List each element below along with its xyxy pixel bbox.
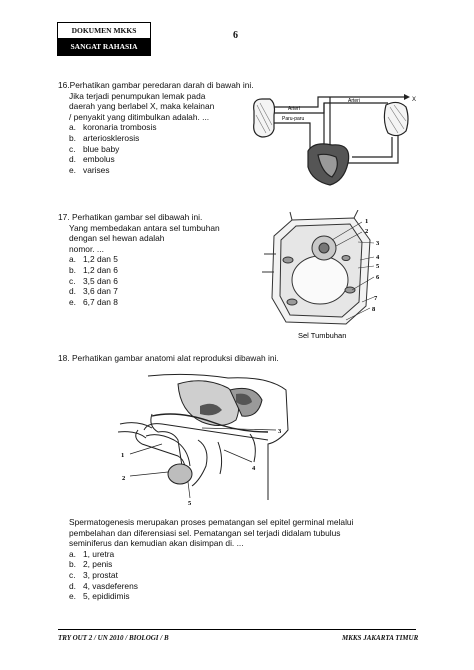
- q18-option-b[interactable]: b. 2, penis: [69, 559, 113, 570]
- cell-label-1: 1: [365, 218, 369, 225]
- page-number: 6: [233, 30, 238, 41]
- q17-option-a[interactable]: a. 1,2 dan 5: [69, 254, 118, 265]
- q16-option-c[interactable]: c. blue baby: [69, 143, 120, 154]
- footer-organization: MKKS JAKARTA TIMUR: [342, 634, 419, 642]
- q17-line: nomor. ...: [69, 243, 104, 254]
- question-16: [58, 80, 254, 175]
- plant-cell-diagram: [262, 210, 392, 344]
- cell-label-7: 7: [374, 295, 378, 302]
- q16-option-e[interactable]: e. varises: [69, 164, 110, 175]
- question-17: [58, 212, 220, 307]
- cell-label-4: 4: [376, 254, 380, 261]
- label-x: X: [412, 97, 416, 103]
- q16-line: 16.Perhatikan gambar peredaran darah di bawah ini.: [58, 80, 254, 90]
- footer-divider: [58, 629, 416, 630]
- q16-option-b[interactable]: b. arteriosklerosis: [69, 132, 140, 143]
- q16-line: Jika terjadi penumpukan lemak pada: [69, 90, 206, 101]
- q17-line: Yang membedakan antara sel tumbuhan: [69, 222, 220, 233]
- anatomy-label-4: 4: [252, 465, 256, 472]
- anatomy-label-3: 3: [278, 428, 282, 435]
- cell-caption: Sel Tumbuhan: [298, 331, 347, 340]
- label-arteri-2: Arteri: [348, 98, 360, 104]
- q17-option-b[interactable]: b. 1,2 dan 6: [69, 264, 118, 275]
- anatomy-label-2: 2: [122, 475, 126, 482]
- cell-label-3: 3: [376, 240, 380, 247]
- cell-label-8: 8: [372, 306, 376, 313]
- label-arteri-1: Arteri: [288, 106, 300, 112]
- q18-paragraph-line: Spermatogenesis merupakan proses pematangan sel epitel germinal melalui: [69, 517, 354, 527]
- cell-label-2: 2: [365, 228, 369, 235]
- q16-line: daerah yang berlabel X, maka kelainan: [69, 101, 215, 112]
- q18-option-c[interactable]: c. 3, prostat: [69, 569, 118, 580]
- secrecy-label: SANGAT RAHASIA: [58, 39, 150, 55]
- label-paru-paru: Paru-paru: [282, 116, 305, 122]
- anatomy-label-5: 5: [188, 500, 192, 506]
- q16-line: / penyakit yang ditimbulkan adalah. ...: [69, 111, 210, 122]
- q17-option-e[interactable]: e. 6,7 dan 8: [69, 296, 118, 307]
- q17-option-c[interactable]: c. 3,5 dan 6: [69, 275, 118, 286]
- q17-line: dengan sel hewan adalah: [69, 233, 165, 244]
- document-header-box: [57, 22, 151, 56]
- q18-option-a[interactable]: a. 1, uretra: [69, 548, 115, 559]
- q18-option-d[interactable]: d. 4, vasdeferens: [69, 580, 138, 591]
- reproductive-anatomy-diagram: [118, 370, 298, 506]
- footer-exam-info: TRY OUT 2 / UN 2010 / BIOLOGI / B: [58, 634, 169, 642]
- circulation-diagram: [248, 93, 416, 188]
- question-18-title: 18. Perhatikan gambar anatomi alat reproduksi dibawah ini.: [58, 353, 279, 363]
- anatomy-label-1: 1: [121, 452, 125, 459]
- doc-label: DOKUMEN MKKS: [58, 23, 150, 39]
- question-18-body: [69, 517, 353, 602]
- q18-paragraph-line: seminiferus dan kemudian akan disimpan di. ...: [69, 538, 244, 549]
- cell-label-5: 5: [376, 263, 380, 270]
- q16-option-d[interactable]: d. embolus: [69, 154, 115, 165]
- cell-label-6: 6: [376, 274, 380, 281]
- q18-paragraph-line: pembelahan dan diferensiasi sel. Pematangan sel terjadi didalam tubulus: [69, 527, 341, 538]
- q17-line: 17. Perhatikan gambar sel dibawah ini.: [58, 212, 203, 222]
- q18-option-e[interactable]: e. 5, epididimis: [69, 591, 130, 602]
- q16-option-a[interactable]: a. koronaria trombosis: [69, 122, 157, 133]
- q17-option-d[interactable]: d. 3,6 dan 7: [69, 286, 118, 297]
